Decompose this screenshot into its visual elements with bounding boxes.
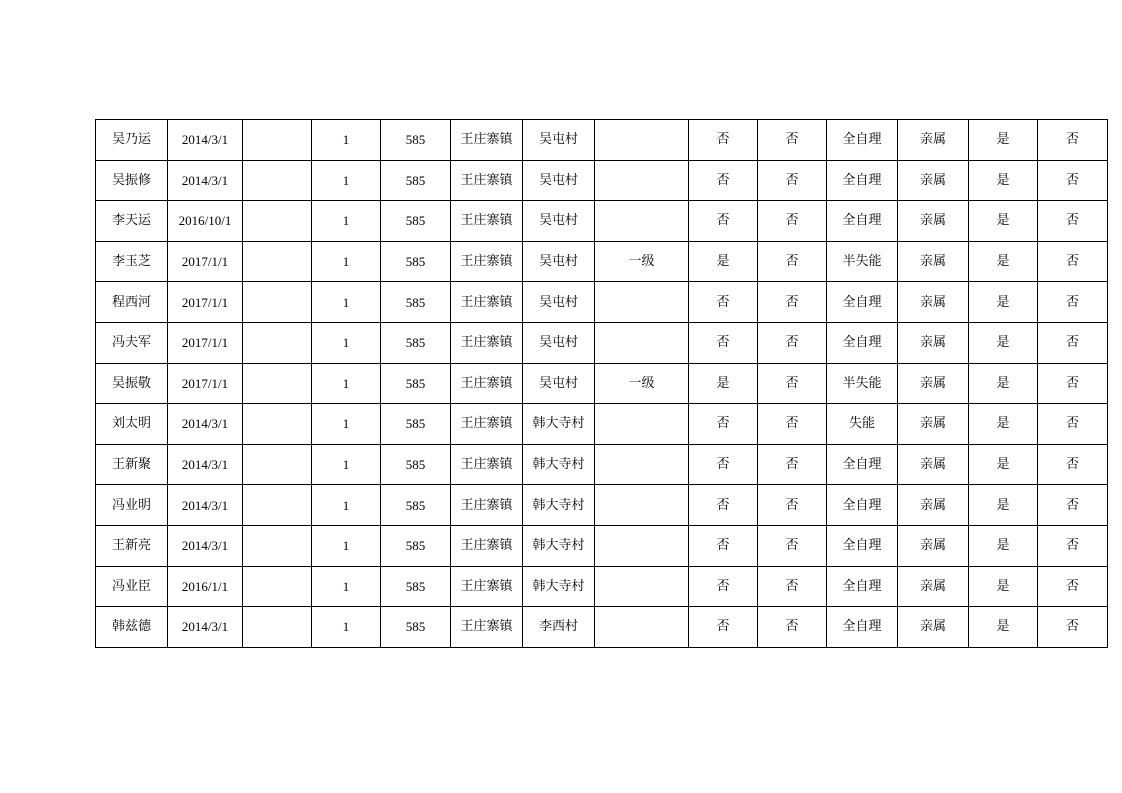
count-cell: 1	[312, 566, 381, 607]
self-care-cell: 全自理	[827, 566, 898, 607]
relation-cell: 亲属	[898, 485, 969, 526]
date-cell: 2017/1/1	[168, 241, 243, 282]
count-cell: 1	[312, 363, 381, 404]
amount-cell: 585	[381, 444, 451, 485]
date-cell: 2014/3/1	[168, 607, 243, 648]
flag-a-cell: 否	[689, 404, 758, 445]
village-cell: 韩大寺村	[523, 444, 595, 485]
self-care-cell: 全自理	[827, 120, 898, 161]
disability-level-cell	[595, 444, 689, 485]
village-cell: 吴屯村	[523, 363, 595, 404]
table-row	[96, 444, 1108, 485]
relation-cell: 亲属	[898, 566, 969, 607]
relation-cell: 亲属	[898, 120, 969, 161]
count-cell: 1	[312, 160, 381, 201]
town-cell: 王庄寨镇	[451, 201, 523, 242]
flag-c-cell: 是	[969, 566, 1038, 607]
name-cell: 李玉芝	[96, 241, 168, 282]
count-cell: 1	[312, 525, 381, 566]
flag-c-cell: 是	[969, 485, 1038, 526]
flag-c-cell: 是	[969, 444, 1038, 485]
count-cell: 1	[312, 444, 381, 485]
date-cell: 2014/3/1	[168, 404, 243, 445]
amount-cell: 585	[381, 607, 451, 648]
flag-a-cell: 否	[689, 282, 758, 323]
relation-cell: 亲属	[898, 160, 969, 201]
count-cell: 1	[312, 485, 381, 526]
flag-b-cell: 否	[758, 525, 827, 566]
disability-level-cell	[595, 404, 689, 445]
village-cell: 吴屯村	[523, 120, 595, 161]
town-cell: 王庄寨镇	[451, 160, 523, 201]
flag-b-cell: 否	[758, 160, 827, 201]
relation-cell: 亲属	[898, 444, 969, 485]
flag-c-cell: 是	[969, 322, 1038, 363]
village-cell: 吴屯村	[523, 160, 595, 201]
name-cell: 冯夫军	[96, 322, 168, 363]
flag-d-cell: 否	[1038, 241, 1108, 282]
self-care-cell: 全自理	[827, 525, 898, 566]
town-cell: 王庄寨镇	[451, 485, 523, 526]
flag-c-cell: 是	[969, 363, 1038, 404]
date-cell: 2014/3/1	[168, 120, 243, 161]
village-cell: 吴屯村	[523, 241, 595, 282]
flag-b-cell: 否	[758, 485, 827, 526]
relation-cell: 亲属	[898, 607, 969, 648]
count-cell: 1	[312, 241, 381, 282]
data-table	[95, 119, 1108, 648]
blank-cell	[243, 241, 312, 282]
date-cell: 2017/1/1	[168, 322, 243, 363]
name-cell: 李天运	[96, 201, 168, 242]
amount-cell: 585	[381, 241, 451, 282]
name-cell: 吴振修	[96, 160, 168, 201]
flag-d-cell: 否	[1038, 160, 1108, 201]
count-cell: 1	[312, 322, 381, 363]
count-cell: 1	[312, 201, 381, 242]
blank-cell	[243, 322, 312, 363]
table-row	[96, 322, 1108, 363]
village-cell: 李西村	[523, 607, 595, 648]
flag-c-cell: 是	[969, 160, 1038, 201]
amount-cell: 585	[381, 282, 451, 323]
flag-d-cell: 否	[1038, 363, 1108, 404]
blank-cell	[243, 566, 312, 607]
flag-a-cell: 否	[689, 485, 758, 526]
flag-c-cell: 是	[969, 525, 1038, 566]
flag-b-cell: 否	[758, 120, 827, 161]
flag-d-cell: 否	[1038, 485, 1108, 526]
amount-cell: 585	[381, 485, 451, 526]
village-cell: 吴屯村	[523, 201, 595, 242]
name-cell: 刘太明	[96, 404, 168, 445]
self-care-cell: 全自理	[827, 201, 898, 242]
town-cell: 王庄寨镇	[451, 444, 523, 485]
flag-b-cell: 否	[758, 241, 827, 282]
disability-level-cell	[595, 566, 689, 607]
table-row	[96, 607, 1108, 648]
name-cell: 冯业明	[96, 485, 168, 526]
name-cell: 冯业臣	[96, 566, 168, 607]
self-care-cell: 全自理	[827, 282, 898, 323]
name-cell: 吴振敬	[96, 363, 168, 404]
amount-cell: 585	[381, 566, 451, 607]
village-cell: 韩大寺村	[523, 525, 595, 566]
town-cell: 王庄寨镇	[451, 282, 523, 323]
disability-level-cell	[595, 525, 689, 566]
flag-a-cell: 否	[689, 201, 758, 242]
village-cell: 韩大寺村	[523, 485, 595, 526]
date-cell: 2014/3/1	[168, 525, 243, 566]
self-care-cell: 全自理	[827, 160, 898, 201]
table-row	[96, 201, 1108, 242]
amount-cell: 585	[381, 322, 451, 363]
flag-d-cell: 否	[1038, 404, 1108, 445]
date-cell: 2017/1/1	[168, 282, 243, 323]
self-care-cell: 全自理	[827, 444, 898, 485]
blank-cell	[243, 525, 312, 566]
blank-cell	[243, 485, 312, 526]
date-cell: 2014/3/1	[168, 485, 243, 526]
town-cell: 王庄寨镇	[451, 120, 523, 161]
flag-a-cell: 否	[689, 322, 758, 363]
blank-cell	[243, 201, 312, 242]
flag-c-cell: 是	[969, 607, 1038, 648]
flag-c-cell: 是	[969, 120, 1038, 161]
flag-d-cell: 否	[1038, 566, 1108, 607]
self-care-cell: 失能	[827, 404, 898, 445]
table-row	[96, 241, 1108, 282]
name-cell: 王新聚	[96, 444, 168, 485]
disability-level-cell: 一级	[595, 241, 689, 282]
blank-cell	[243, 282, 312, 323]
count-cell: 1	[312, 120, 381, 161]
flag-a-cell: 否	[689, 160, 758, 201]
flag-d-cell: 否	[1038, 444, 1108, 485]
name-cell: 程西河	[96, 282, 168, 323]
date-cell: 2016/1/1	[168, 566, 243, 607]
relation-cell: 亲属	[898, 201, 969, 242]
disability-level-cell	[595, 160, 689, 201]
flag-d-cell: 否	[1038, 120, 1108, 161]
flag-b-cell: 否	[758, 566, 827, 607]
blank-cell	[243, 160, 312, 201]
flag-d-cell: 否	[1038, 525, 1108, 566]
disability-level-cell	[595, 282, 689, 323]
flag-a-cell: 否	[689, 120, 758, 161]
amount-cell: 585	[381, 404, 451, 445]
table-row	[96, 160, 1108, 201]
self-care-cell: 全自理	[827, 607, 898, 648]
disability-level-cell	[595, 120, 689, 161]
flag-b-cell: 否	[758, 282, 827, 323]
table-row	[96, 485, 1108, 526]
date-cell: 2017/1/1	[168, 363, 243, 404]
name-cell: 韩兹德	[96, 607, 168, 648]
amount-cell: 585	[381, 363, 451, 404]
flag-a-cell: 是	[689, 363, 758, 404]
table-row	[96, 404, 1108, 445]
disability-level-cell	[595, 322, 689, 363]
flag-a-cell: 是	[689, 241, 758, 282]
flag-c-cell: 是	[969, 282, 1038, 323]
flag-a-cell: 否	[689, 566, 758, 607]
date-cell: 2014/3/1	[168, 160, 243, 201]
table-row	[96, 566, 1108, 607]
count-cell: 1	[312, 282, 381, 323]
town-cell: 王庄寨镇	[451, 322, 523, 363]
amount-cell: 585	[381, 525, 451, 566]
table-row	[96, 525, 1108, 566]
village-cell: 吴屯村	[523, 282, 595, 323]
blank-cell	[243, 363, 312, 404]
amount-cell: 585	[381, 120, 451, 161]
town-cell: 王庄寨镇	[451, 241, 523, 282]
count-cell: 1	[312, 607, 381, 648]
disability-level-cell	[595, 607, 689, 648]
relation-cell: 亲属	[898, 363, 969, 404]
flag-b-cell: 否	[758, 607, 827, 648]
name-cell: 吴乃运	[96, 120, 168, 161]
flag-a-cell: 否	[689, 444, 758, 485]
table-row	[96, 282, 1108, 323]
village-cell: 韩大寺村	[523, 404, 595, 445]
count-cell: 1	[312, 404, 381, 445]
flag-b-cell: 否	[758, 201, 827, 242]
relation-cell: 亲属	[898, 282, 969, 323]
flag-b-cell: 否	[758, 404, 827, 445]
relation-cell: 亲属	[898, 404, 969, 445]
town-cell: 王庄寨镇	[451, 607, 523, 648]
disability-level-cell	[595, 485, 689, 526]
relation-cell: 亲属	[898, 525, 969, 566]
self-care-cell: 全自理	[827, 485, 898, 526]
table-row	[96, 363, 1108, 404]
village-cell: 韩大寺村	[523, 566, 595, 607]
amount-cell: 585	[381, 160, 451, 201]
flag-c-cell: 是	[969, 241, 1038, 282]
town-cell: 王庄寨镇	[451, 525, 523, 566]
date-cell: 2016/10/1	[168, 201, 243, 242]
self-care-cell: 半失能	[827, 241, 898, 282]
flag-b-cell: 否	[758, 322, 827, 363]
date-cell: 2014/3/1	[168, 444, 243, 485]
blank-cell	[243, 404, 312, 445]
flag-d-cell: 否	[1038, 607, 1108, 648]
town-cell: 王庄寨镇	[451, 363, 523, 404]
flag-a-cell: 否	[689, 607, 758, 648]
disability-level-cell	[595, 201, 689, 242]
flag-d-cell: 否	[1038, 282, 1108, 323]
self-care-cell: 半失能	[827, 363, 898, 404]
table-row	[96, 120, 1108, 161]
amount-cell: 585	[381, 201, 451, 242]
name-cell: 王新亮	[96, 525, 168, 566]
blank-cell	[243, 607, 312, 648]
blank-cell	[243, 444, 312, 485]
self-care-cell: 全自理	[827, 322, 898, 363]
disability-level-cell: 一级	[595, 363, 689, 404]
flag-b-cell: 否	[758, 444, 827, 485]
relation-cell: 亲属	[898, 241, 969, 282]
flag-c-cell: 是	[969, 404, 1038, 445]
town-cell: 王庄寨镇	[451, 566, 523, 607]
relation-cell: 亲属	[898, 322, 969, 363]
flag-c-cell: 是	[969, 201, 1038, 242]
flag-d-cell: 否	[1038, 322, 1108, 363]
flag-b-cell: 否	[758, 363, 827, 404]
blank-cell	[243, 120, 312, 161]
flag-d-cell: 否	[1038, 201, 1108, 242]
table-body	[96, 120, 1108, 648]
village-cell: 吴屯村	[523, 322, 595, 363]
town-cell: 王庄寨镇	[451, 404, 523, 445]
flag-a-cell: 否	[689, 525, 758, 566]
